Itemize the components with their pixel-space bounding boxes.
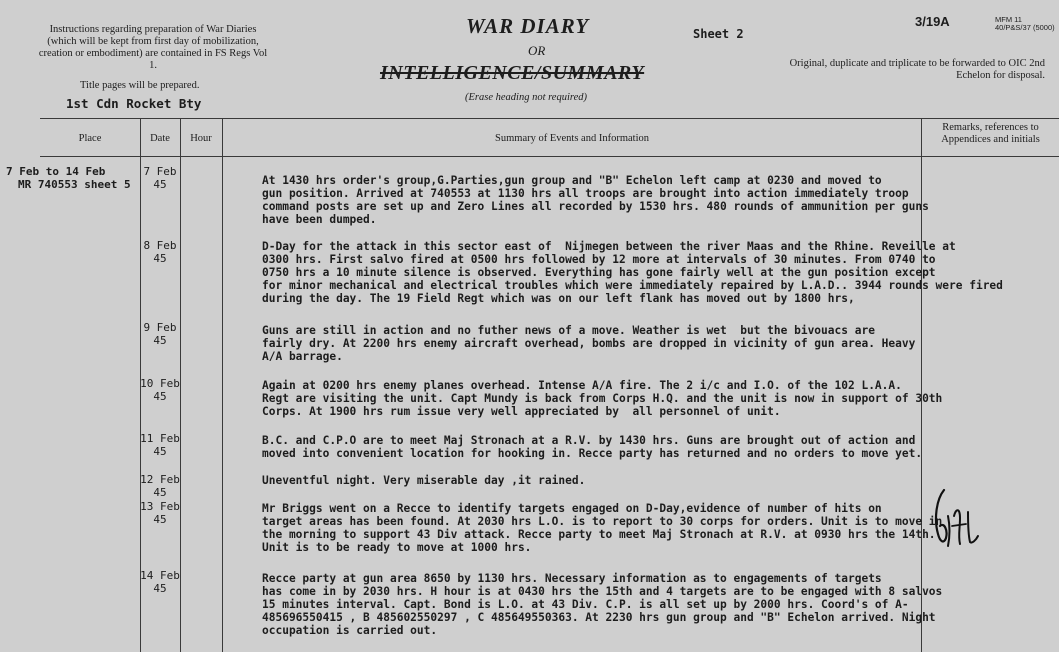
place-map-reference: MR 740553 sheet 5 xyxy=(18,178,131,191)
entry-text: Uneventful night. Very miserable day ,it rained. xyxy=(262,474,586,487)
date-year: 45 xyxy=(153,252,167,265)
form-subcode-2: 40/P&S/37 (5000) xyxy=(995,23,1055,32)
entry-text: B.C. and C.P.O are to meet Maj Stronach at a R.V. by 1430 hrs. Guns are brought out of action and moved into convenient location for hooking in. Recce party has returned and no orders to move yet. xyxy=(262,434,923,460)
place-cell xyxy=(6,165,131,191)
date-year: 45 xyxy=(153,486,167,499)
date-day: 8 Feb xyxy=(143,239,177,252)
date-cell xyxy=(140,569,180,595)
column-header-summary: Summary of Events and Information xyxy=(495,133,649,144)
place-dates: 7 Feb to 14 Feb xyxy=(6,165,106,178)
column-header-hour: Hour xyxy=(190,133,212,144)
erase-heading-note: (Erase heading not required) xyxy=(465,92,587,103)
entry-text: Mr Briggs went on a Recce to identify targets engaged on D-Day,evidence of number of hits on target areas has been found. At 2030 hrs L.O. is to report to 30 corps for orders. Unit is to move in the morning to support 43 Div attack. Recce party to meet Maj Stronach at R.V. at 0930 hrs the 14th. Unit is to be ready to move at 1000 hrs. xyxy=(262,502,943,554)
disposal-note: Original, duplicate and triplicate to be forwarded to OIC 2nd Echelon for disposal. xyxy=(789,58,1045,81)
date-day: 9 Feb xyxy=(143,321,177,334)
date-year: 45 xyxy=(153,445,167,458)
form-subcode-1: MFM 11 xyxy=(995,15,1022,24)
handwritten-initials-icon xyxy=(930,486,980,550)
date-cell xyxy=(140,500,180,526)
or-heading: OR xyxy=(528,43,546,58)
date-cell xyxy=(140,377,180,403)
date-day: 12 Feb xyxy=(140,473,180,486)
entry-text: At 1430 hrs order's group,G.Parties,gun group and "B" Echelon left camp at 0230 and moved to gun position. Arrived at 740553 at 1130 hrs all troops are brought into action immediately troop command posts are set up and Zero Lines all recorded by 1530 hrs. 480 rounds of ammunition per guns have been dumped. xyxy=(262,174,929,226)
unit-name: 1st Cdn Rocket Bty xyxy=(66,96,202,111)
date-cell xyxy=(140,239,180,265)
entry-text: Again at 0200 hrs enemy planes overhead. Intense A/A fire. The 2 i/c and I.O. of the 102 L.A.A. Regt are visiting the unit. Capt Mundy is back from Corps H.Q. and the unit is now in support of 30th Corps. At 1900 hrs rum issue very well appreciated by all personnel of unit. xyxy=(262,379,943,418)
column-divider-hour xyxy=(180,118,181,652)
entry-text: Recce party at gun area 8650 by 1130 hrs. Necessary information as to engagements of targets has come in by 2030 hrs. H hour is at 0430 hrs the 15th and 4 targets are to be engaged with 8 salvos 15 minutes interval. Capt. Bond is L.O. at 43 Div. C.P. is all set up by 2000 hrs. Coord's of A- 485696550415 , B 485602550297 , C 485649550363. At 2230 hrs gun group and "B" Echelon arrived. Night occupation is carried out. xyxy=(262,572,943,637)
date-year: 45 xyxy=(153,334,167,347)
date-cell xyxy=(140,165,180,191)
date-cell xyxy=(140,321,180,347)
sheet-number: Sheet 2 xyxy=(693,27,744,41)
column-header-place: Place xyxy=(78,133,102,144)
column-header-date: Date xyxy=(150,133,170,144)
entry-text: D-Day for the attack in this sector east of Nijmegen between the river Maas and the Rhine. Reveille at 0300 hrs. First salvo fired at 0500 hrs followed by 12 more at intervals of 30 minutes. From 0740 to 0750 hrs a 10 minute silence is observed. Everything has gone fairly well at the gun position except for minor mechanical and electrical troubles which were immediately repaired by L.A.D.. 3944 rounds were fired during the day. The 19 Field Regt which was on our left flank has moved out by 1800 hrs, xyxy=(262,240,1003,305)
column-header-remarks: Remarks, references to Appendices and initials xyxy=(941,122,1040,145)
date-year: 45 xyxy=(153,390,167,403)
date-day: 10 Feb xyxy=(140,377,180,390)
column-divider-summary xyxy=(222,118,223,652)
date-day: 7 Feb xyxy=(143,165,177,178)
war-diary-heading: WAR DIARY xyxy=(466,14,590,38)
date-day: 13 Feb xyxy=(140,500,180,513)
form-number: 3/19A xyxy=(915,14,950,29)
form-subcode xyxy=(951,16,1055,32)
instructions-note: Instructions regarding preparation of War Diaries (which will be kept from first day of mobilization, creation or embodiment) are contained in FS Regs Vol 1. xyxy=(38,24,268,71)
date-cell xyxy=(140,473,180,499)
table-header-rule xyxy=(40,156,1059,157)
intelligence-summary-heading: INTELLIGENCE/SUMMARY xyxy=(380,62,645,84)
date-year: 45 xyxy=(153,582,167,595)
title-pages-note: Title pages will be prepared. xyxy=(80,80,200,91)
date-day: 11 Feb xyxy=(140,432,180,445)
entry-text: Guns are still in action and no futher news of a move. Weather is wet but the bivouacs are fairly dry. At 2200 hrs enemy aircraft overhead, bombs are dropped in vicinity of gun area. Heavy A/A barrage. xyxy=(262,324,916,363)
date-day: 14 Feb xyxy=(140,569,180,582)
date-cell xyxy=(140,432,180,458)
date-year: 45 xyxy=(153,513,167,526)
date-year: 45 xyxy=(153,178,167,191)
table-top-rule xyxy=(40,118,1059,119)
